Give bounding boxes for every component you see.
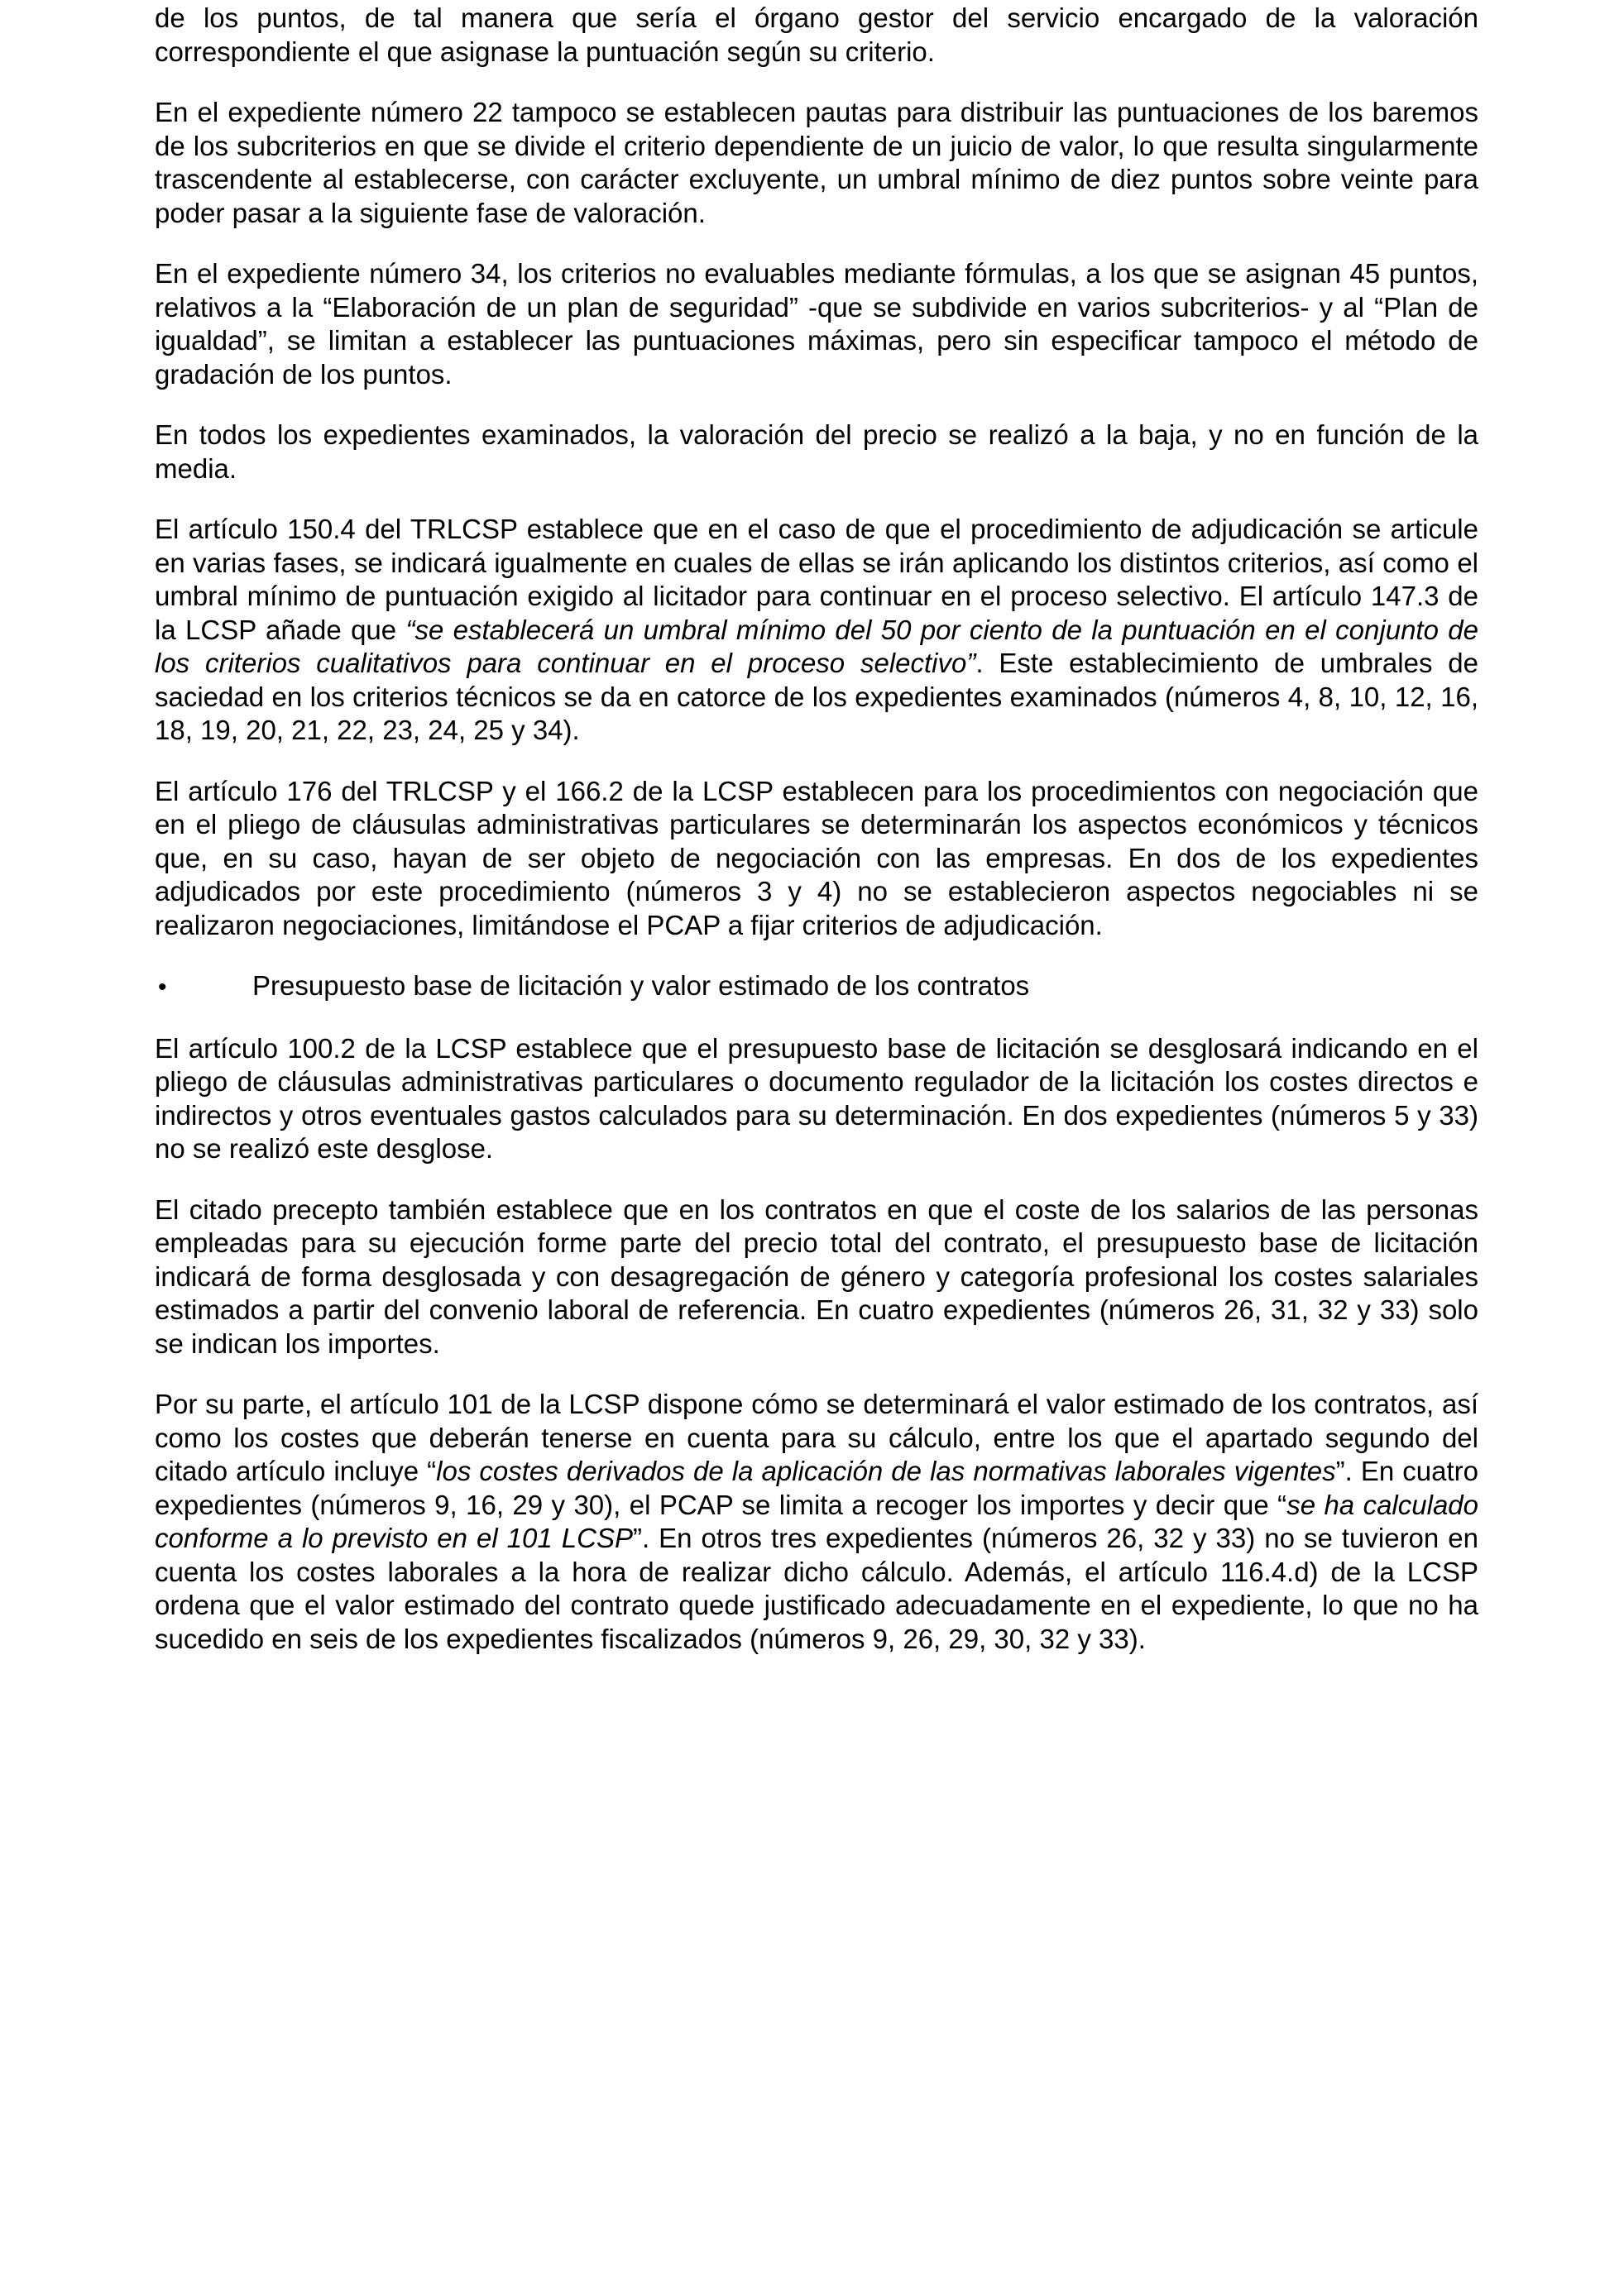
paragraph-articulo-101: [155, 1388, 1478, 1656]
bullet-icon: •: [158, 973, 167, 1001]
section-bullet-item: [155, 969, 1478, 1005]
paragraph-expediente-22: En el expediente número 22 tampoco se establecen pautas para distribuir las puntuaciones de los baremos de los subcriterios en que se divide el criterio dependiente de un juicio de valor, lo que resulta singularmente trascendente al establecerse, con carácter excluyente, un umbral mínimo de diez puntos sobre veinte para poder pasar a la siguiente fase de valoración.: [155, 97, 1478, 228]
section-heading: Presupuesto base de licitación y valor estimado de los contratos: [252, 970, 1030, 1001]
quoted-text: los costes derivados de la aplicación de las normativas laborales vigentes: [436, 1456, 1336, 1486]
paragraph-text: ”. En cuatro expedientes (números 9, 16, 29 y 30), el PCAP se limita a recoger los importes y decir que “: [155, 1456, 1479, 1520]
paragraph-articulo-150-4: [155, 513, 1478, 748]
paragraph-continuation: de los puntos, de tal manera que sería el órgano gestor del servicio encargado de la valoración correspondiente el que asignase la puntuación según su criterio.: [155, 2, 1478, 67]
paragraph-expediente-34: En el expediente número 34, los criterios no evaluables mediante fórmulas, a los que se asignan 45 puntos, relativos a la “Elaboración de un plan de seguridad” -que se subdivide en varios subcriterios- y al “Plan de igualdad”, se limitan a establecer las puntuaciones máximas, pero sin especificar tampoco el método de gradación de los puntos.: [155, 258, 1478, 390]
paragraph-text: El artículo 150.4 del TRLCSP establece que en el caso de que el procedimiento de adjudicación se articule en varias fases, se indicará igualmente en cuales de ellas se irán aplicando los distintos criterios, así como el umbral mínimo de puntuación exigido al licitador para continuar en el proceso selectivo. El artículo 147.3 de la LCSP añade que: [155, 514, 1478, 645]
paragraph-text: ”. En otros tres expedientes (números 26, 32 y 33) no se tuvieron en cuenta los costes laborales a la hora de realizar dicho cálculo. Además, el artículo 116.4.d) de la LCSP ordena que el valor estimado del contrato quede justificado adecuadamente en el expediente, lo que no ha sucedido en seis de los expedientes fiscalizados (números 9, 26, 29, 30, 32 y 33).: [155, 1523, 1478, 1654]
paragraph-articulo-100-2: El artículo 100.2 de la LCSP establece que el presupuesto base de licitación se desglosará indicando en el pliego de cláusulas administrativas particulares o documento regulador de la licitación los costes directos e indirectos y otros eventuales gastos calculados para su determinación. En dos expedientes (números 5 y 33) no se realizó este desglose.: [155, 1032, 1478, 1164]
paragraph-costes-salariales: El citado precepto también establece que en los contratos en que el coste de los salarios de las personas empleadas para su ejecución forme parte del precio total del contrato, el presupuesto base de licitación indicará de forma desglosada y con desagregación de género y categoría profesional los costes salariales estimados a partir del convenio laboral de referencia. En cuatro expedientes (números 26, 31, 32 y 33) solo se indican los importes.: [155, 1193, 1478, 1359]
document-page: [155, 0, 1478, 1683]
paragraph-valoracion-precio: En todos los expedientes examinados, la valoración del precio se realizó a la baja, y no en función de la media.: [155, 419, 1478, 484]
paragraph-text: . Este establecimiento de umbrales de saciedad en los criterios técnicos se da en catorce de los expedientes examinados (números 4, 8, 10, 12, 16, 18, 19, 20, 21, 22, 23, 24, 25 y 34).: [155, 648, 1478, 745]
quoted-text: se ha calculado conforme a lo previsto en el 101 LCSP: [155, 1489, 1479, 1553]
paragraph-text: Por su parte, el artículo 101 de la LCSP dispone cómo se determinará el valor estimado de los contratos, así como los costes que deberán tenerse en cuenta para su cálculo, entre los que el apartado segundo del citado artículo incluye “: [155, 1389, 1478, 1486]
paragraph-articulo-176: El artículo 176 del TRLCSP y el 166.2 de la LCSP establecen para los procedimientos con negociación que en el pliego de cláusulas administrativas particulares se determinarán los aspectos económicos y técnicos que, en su caso, hayan de ser objeto de negociación con las empresas. En dos de los expedientes adjudicados por este procedimiento (números 3 y 4) no se establecieron aspectos negociables ni se realizaron negociaciones, limitándose el PCAP a fijar criterios de adjudicación.: [155, 775, 1478, 940]
quoted-text: “se establecerá un umbral mínimo del 50 por ciento de la puntuación en el conjunto de los criterios cualitativos para continuar en el proceso selectivo”: [155, 614, 1478, 678]
